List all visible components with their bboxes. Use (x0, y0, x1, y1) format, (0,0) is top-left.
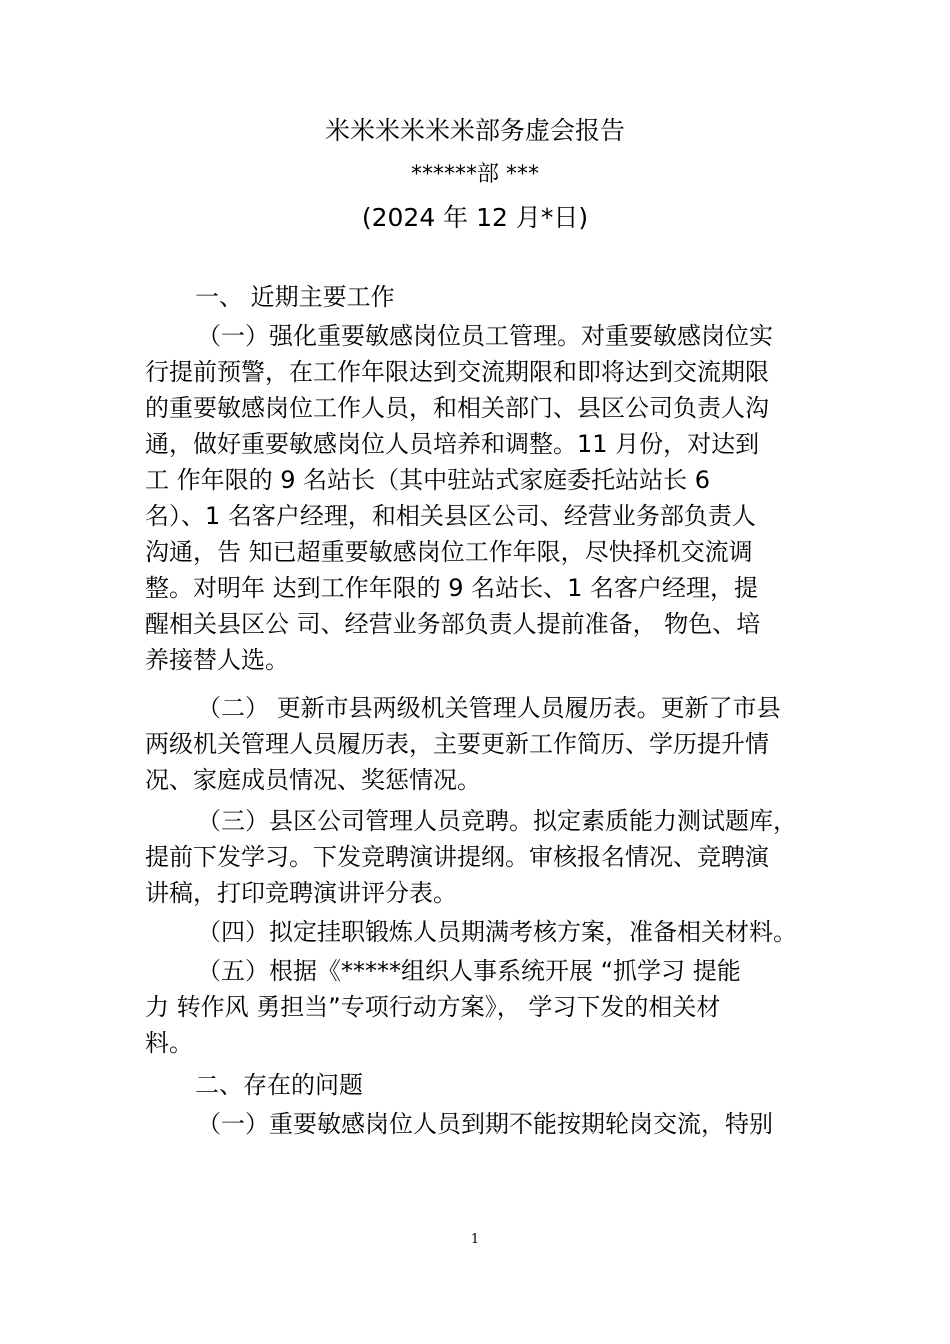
document-author: ******部 *** (411, 162, 539, 187)
text-line: （一）强化重要敏感岗位员工管理。对重要敏感岗位实 (197, 322, 773, 350)
text-line: 的重要敏感岗位工作人员，和相关部门、县区公司负责人沟 (145, 394, 769, 422)
text-line: 讲稿，打印竞聘演讲评分表。 (145, 879, 457, 907)
section-2-paragraph-1 (145, 1106, 810, 1142)
text-line: 沟通，告 知已超重要敏感岗位工作年限，尽快择机交流调 (145, 538, 753, 566)
section-1-paragraph-1 (145, 318, 810, 678)
section-2-heading: 二、存在的问题 (195, 1071, 363, 1099)
text-line: 提前下发学习。下发竞聘演讲提纲。审核报名情况、竞聘演 (145, 843, 769, 871)
text-line: （四）拟定挂职锻炼人员期满考核方案，准备相关材料。 (197, 918, 797, 946)
text-line: （三）县区公司管理人员竞聘。拟定素质能力测试题库， (197, 807, 797, 835)
text-line: 行提前预警，在工作年限达到交流期限和即将达到交流期限 (145, 358, 769, 386)
text-line: 名）、1 名客户经理，和相关县区公司、经营业务部负责人 (145, 502, 756, 530)
section-1-paragraph-5 (145, 953, 810, 1061)
section-1-paragraph-2 (145, 690, 810, 798)
text-line: 整。对明年 达到工作年限的 9 名站长、1 名客户经理，提 (145, 574, 759, 602)
text-line: 养接替人选。 (145, 646, 289, 674)
section-1-heading: 一、 近期主要工作 (195, 283, 395, 311)
text-line: 醒相关县区公 司、经营业务部负责人提前准备， 物色、培 (145, 610, 761, 638)
text-line: 力 转作风 勇担当”专项行动方案》， 学习下发的相关材 (145, 993, 721, 1021)
section-1-paragraph-3 (145, 803, 810, 911)
page-number: 1 (470, 1232, 480, 1247)
text-line: 两级机关管理人员履历表，主要更新工作简历、学历提升情 (145, 730, 769, 758)
text-line: （一）重要敏感岗位人员到期不能按期轮岗交流，特别 (197, 1110, 773, 1138)
text-line: 况、家庭成员情况、奖惩情况。 (145, 766, 481, 794)
text-line: （二） 更新市县两级机关管理人员履历表。更新了市县 (197, 694, 781, 722)
text-line: 料。 (145, 1029, 193, 1057)
text-line: 通，做好重要敏感岗位人员培养和调整。11 月份，对达到 (145, 430, 760, 458)
text-line: 工 作年限的 9 名站长（其中驻站式家庭委托站站长 6 (145, 466, 711, 494)
text-line: （五）根据《*****组织人事系统开展 “抓学习 提能 (197, 957, 741, 985)
document-title: 米米米米米米部务虚会报告 (324, 116, 625, 145)
section-1-paragraph-4 (145, 914, 810, 950)
document-date: (2024 年 12 月*日) (361, 203, 589, 232)
